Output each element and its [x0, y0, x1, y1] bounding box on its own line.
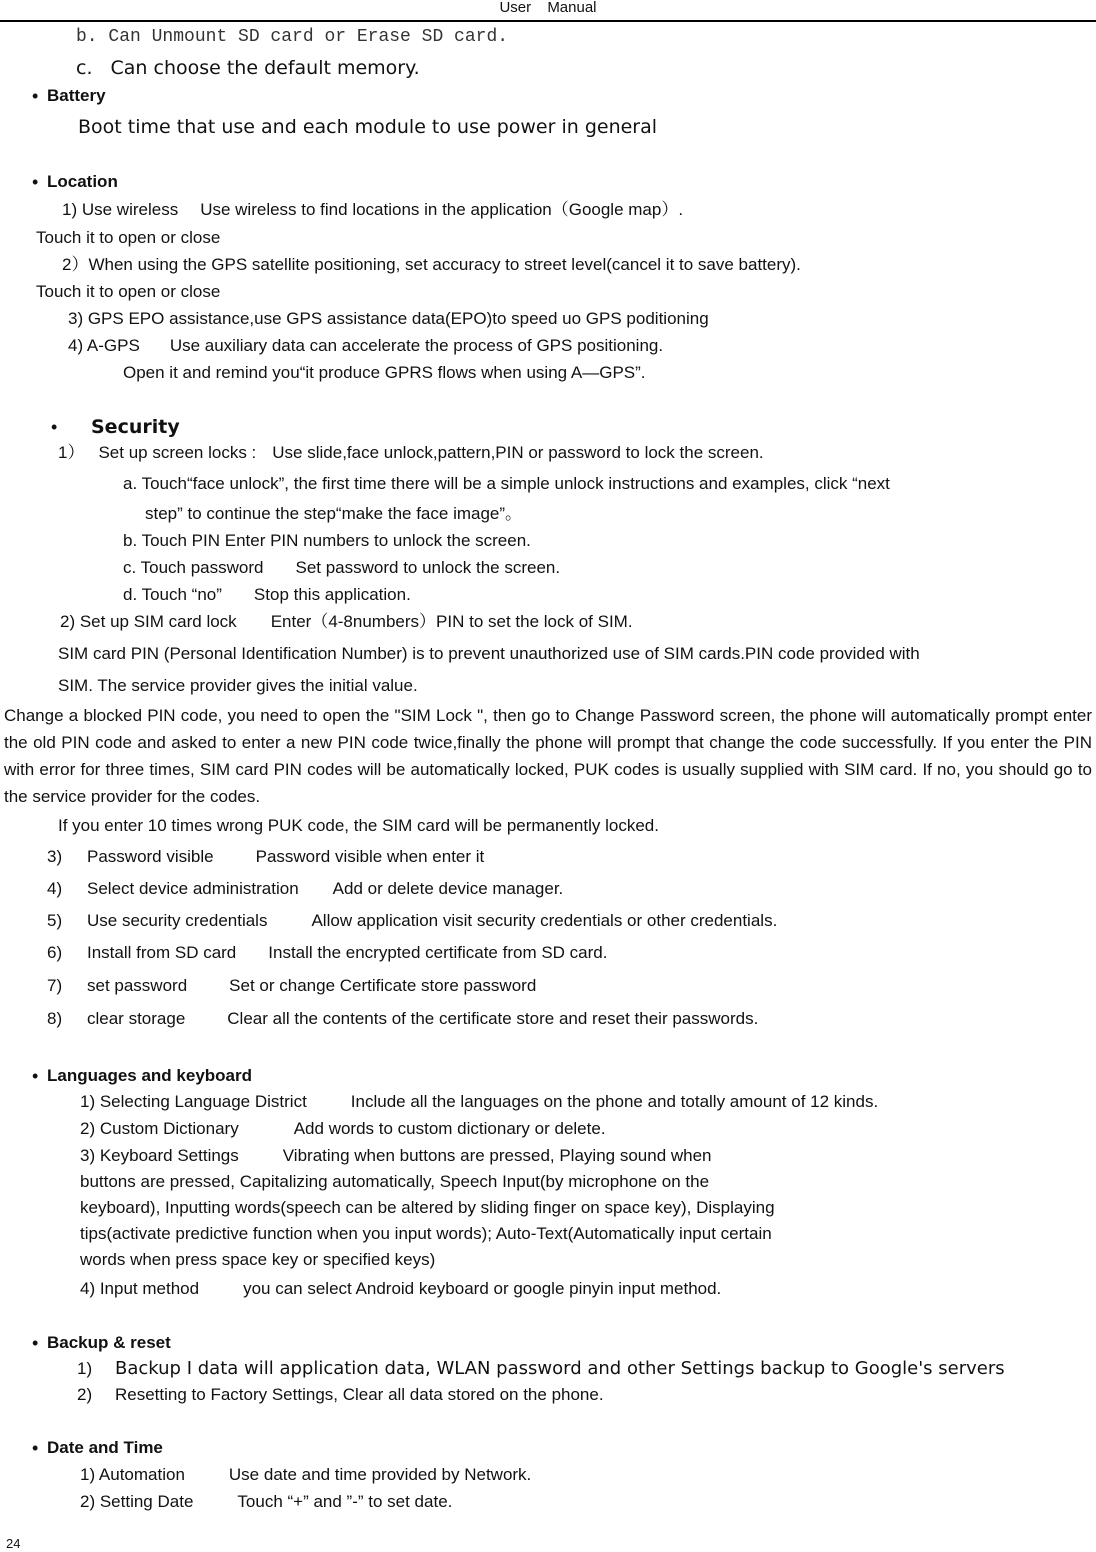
- security-sub-a-line2: step” to continue the step“make the face image”。: [145, 504, 523, 523]
- datetime-item-2-desc: Touch “+” and ”-” to set date.: [237, 1492, 453, 1511]
- location-item-2: 2）When using the GPS satellite positioning, set accuracy to street level(cancel it to save battery).: [62, 255, 801, 274]
- location-item-4: [68, 335, 663, 357]
- bullet-dot-icon: •: [32, 172, 39, 192]
- section-title-languages: Languages and keyboard: [47, 1066, 252, 1085]
- languages-item-3-line5: words when press space key or specified keys): [80, 1250, 436, 1269]
- list-item: [47, 942, 607, 964]
- languages-item-4-desc: you can select Android keyboard or google pinyin input method.: [243, 1279, 722, 1298]
- list-item-desc: Clear all the contents of the certificate store and reset their passwords.: [227, 1009, 759, 1028]
- datetime-item-2: [80, 1491, 452, 1513]
- languages-item-1: [80, 1091, 878, 1113]
- section-title-battery: Battery: [47, 86, 106, 105]
- storage-item-b: b. Can Unmount SD card or Erase SD card.: [76, 27, 509, 47]
- section-title-datetime: Date and Time: [47, 1438, 163, 1457]
- list-item-num: 5): [47, 911, 63, 930]
- security-item-1-desc: Use slide,face unlock,pattern,PIN or password to lock the screen.: [272, 443, 764, 462]
- languages-item-3-desc: Vibrating when buttons are pressed, Playing sound when: [282, 1146, 712, 1165]
- list-item: [47, 1008, 758, 1030]
- bullet-dot-icon: •: [51, 417, 58, 437]
- page-number: 24: [6, 1536, 21, 1551]
- backup-item-2-desc: Resetting to Factory Settings, Clear all data stored on the phone.: [115, 1385, 604, 1404]
- languages-item-3-line2: buttons are pressed, Capitalizing automatically, Speech Input(by microphone on the: [80, 1172, 710, 1191]
- location-item-4-note: Open it and remind you“it produce GPRS flows when using A—GPS”.: [123, 363, 646, 382]
- list-item-desc: Allow application visit security credentials or other credentials.: [311, 911, 778, 930]
- security-item-1: [58, 442, 764, 464]
- section-title-backup: Backup & reset: [47, 1333, 171, 1352]
- location-item-1-desc: Use wireless to find locations in the application（Google map）.: [200, 200, 684, 219]
- languages-item-3: [80, 1145, 712, 1167]
- security-item-2-name: 2) Set up SIM card lock: [60, 612, 237, 631]
- section-title-location: Location: [47, 172, 118, 191]
- location-item-1: [62, 199, 683, 221]
- list-item: [47, 878, 563, 900]
- languages-item-4: [80, 1278, 721, 1300]
- languages-item-1-name: 1) Selecting Language District: [80, 1092, 307, 1111]
- location-item-3: 3) GPS EPO assistance,use GPS assistance data(EPO)to speed uo GPS poditioning: [68, 309, 709, 328]
- languages-item-3-line4: tips(activate predictive function when you input words); Auto-Text(Automatically input certain: [80, 1224, 772, 1243]
- bullet-dot-icon: •: [32, 86, 39, 106]
- list-item-desc: Add or delete device manager.: [332, 879, 564, 898]
- location-item-2-note: Touch it to open or close: [36, 282, 221, 301]
- bullet-dot-icon: •: [32, 1333, 39, 1353]
- list-item: [47, 975, 536, 997]
- backup-item-2-num: 2): [77, 1385, 93, 1404]
- list-item-desc: Install the encrypted certificate from SD card.: [268, 943, 608, 962]
- list-item-name: set password: [87, 976, 188, 995]
- security-sub-d-name: d. Touch “no”: [123, 585, 222, 604]
- storage-item-c-text: Can choose the default memory.: [110, 57, 420, 79]
- bullet-dot-icon: •: [32, 1438, 39, 1458]
- list-item-num: 8): [47, 1009, 63, 1028]
- list-item: [47, 846, 484, 868]
- header-left: User: [499, 0, 532, 16]
- list-item-name: Use security credentials: [87, 911, 268, 930]
- languages-item-1-desc: Include all the languages on the phone and totally amount of 12 kinds.: [350, 1092, 879, 1111]
- languages-item-2-name: 2) Custom Dictionary: [80, 1119, 239, 1138]
- backup-item-1-num: 1): [77, 1359, 93, 1378]
- security-item-1-num: 1）: [58, 443, 85, 462]
- list-item-name: Select device administration: [87, 879, 299, 898]
- datetime-item-1-name: 1) Automation: [80, 1465, 185, 1484]
- security-sub-d: [123, 584, 411, 606]
- languages-item-2-desc: Add words to custom dictionary or delete.: [293, 1119, 606, 1138]
- security-sub-c: [123, 557, 560, 579]
- list-item-num: 7): [47, 976, 63, 995]
- list-item-name: Password visible: [87, 847, 214, 866]
- security-item-1-name: Set up screen locks :: [98, 443, 257, 462]
- datetime-item-1-desc: Use date and time provided by Network.: [228, 1465, 532, 1484]
- list-item-num: 6): [47, 943, 63, 962]
- location-item-4-desc: Use auxiliary data can accelerate the process of GPS positioning.: [169, 336, 664, 355]
- location-item-1-name: 1) Use wireless: [62, 200, 179, 219]
- backup-item-1: [77, 1358, 1005, 1380]
- sim-pin-line1: SIM card PIN (Personal Identification Number) is to prevent unauthorized use of SIM cards.PIN code provided with: [58, 644, 920, 663]
- security-sub-c-name: c. Touch password: [123, 558, 264, 577]
- list-item-num: 4): [47, 879, 63, 898]
- change-pin-paragraph: Change a blocked PIN code, you need to open the "SIM Lock ", then go to Change Password screen, the phone will automatically prompt enter the old PIN code and asked to enter a new PIN code twice,finally the phone will prompt that change the code successfully. If you enter the PIN with error for three times, SIM card PIN codes will be automatically locked, PUK codes is usually supplied with SIM card. If no, you should go to the service provider for the codes.: [4, 706, 1092, 806]
- languages-item-3-line3: keyboard), Inputting words(speech can be altered by sliding finger on space key), Displaying: [80, 1198, 775, 1217]
- backup-item-1-desc: Backup I data will application data, WLAN password and other Settings backup to Google's servers: [115, 1358, 1005, 1379]
- security-sub-b: b. Touch PIN Enter PIN numbers to unlock the screen.: [123, 531, 531, 550]
- languages-item-3-name: 3) Keyboard Settings: [80, 1146, 239, 1165]
- datetime-item-2-name: 2) Setting Date: [80, 1492, 194, 1511]
- header-right: Manual: [547, 0, 597, 16]
- bullet-dot-icon: •: [32, 1066, 39, 1086]
- page-header: [0, 0, 1096, 22]
- battery-text: Boot time that use and each module to use power in general: [78, 116, 658, 138]
- list-item-name: Install from SD card: [87, 943, 237, 962]
- list-item-name: clear storage: [87, 1009, 186, 1028]
- section-title-security: Security: [91, 416, 180, 438]
- puk-warning: If you enter 10 times wrong PUK code, the SIM card will be permanently locked.: [58, 816, 659, 835]
- languages-item-4-name: 4) Input method: [80, 1279, 200, 1298]
- security-sub-d-desc: Stop this application.: [253, 585, 411, 604]
- storage-item-c: [76, 57, 420, 79]
- security-item-2-desc: Enter（4-8numbers）PIN to set the lock of SIM.: [270, 612, 633, 631]
- list-item-desc: Set or change Certificate store password: [229, 976, 537, 995]
- security-sub-c-desc: Set password to unlock the screen.: [295, 558, 561, 577]
- list-item: [47, 910, 777, 932]
- location-item-4-name: 4) A-GPS: [68, 336, 140, 355]
- datetime-item-1: [80, 1464, 531, 1486]
- list-item-desc: Password visible when enter it: [255, 847, 485, 866]
- list-item-num: 3): [47, 847, 63, 866]
- security-sub-a-line1: a. Touch“face unlock”, the first time there will be a simple unlock instructions and examples, click “next: [123, 474, 890, 493]
- sim-pin-line2: SIM. The service provider gives the initial value.: [58, 676, 418, 695]
- languages-item-2: [80, 1118, 606, 1140]
- storage-item-c-num: c.: [76, 57, 93, 79]
- location-item-1-note: Touch it to open or close: [36, 228, 221, 247]
- security-item-2: [60, 611, 633, 633]
- backup-item-2: [77, 1384, 604, 1406]
